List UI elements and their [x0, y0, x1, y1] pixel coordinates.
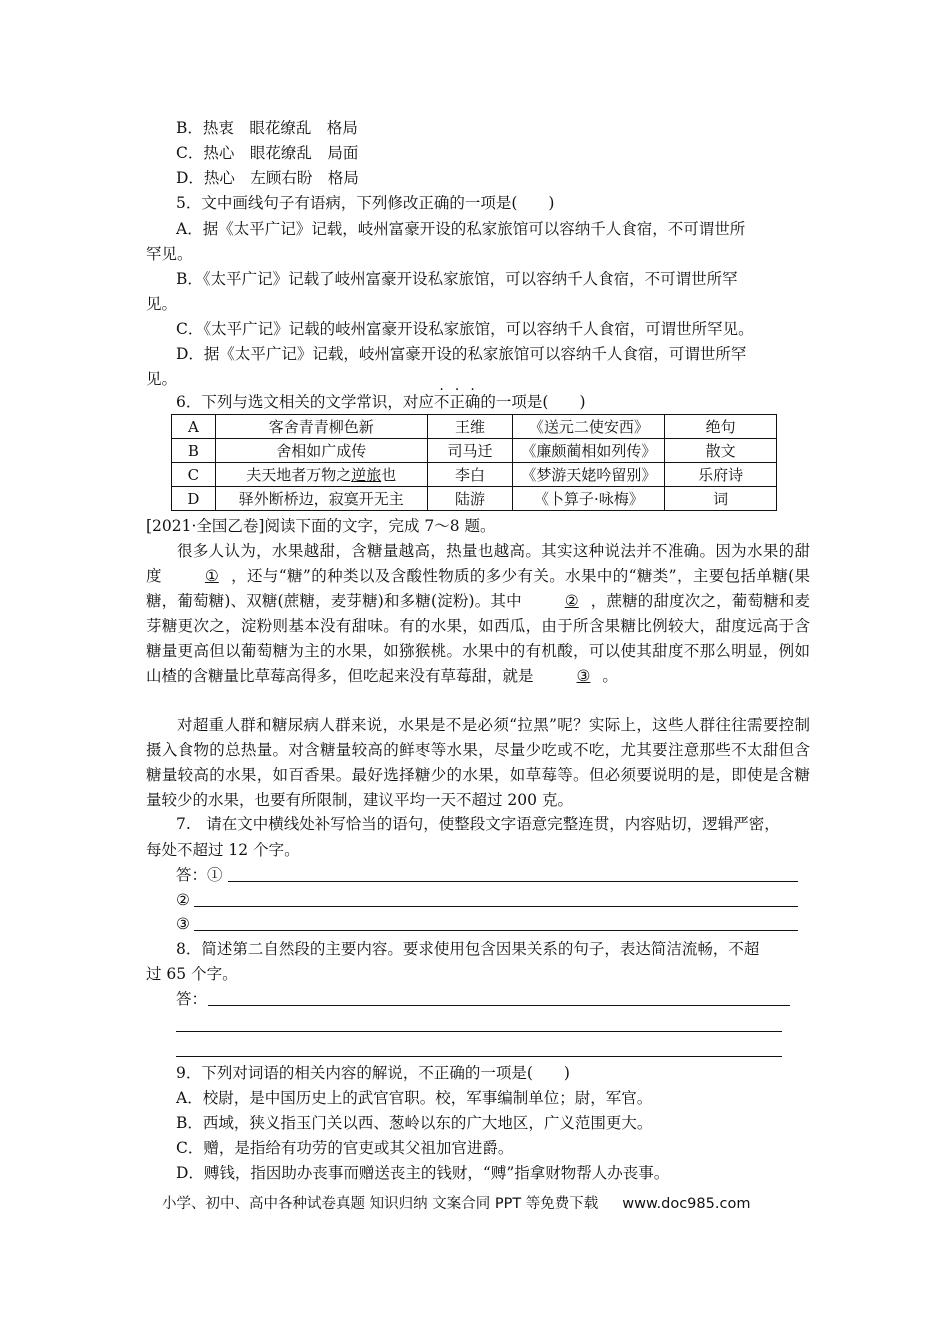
q6-stem [176, 391, 846, 413]
q8-stem-line2: 过 65 个字。 [146, 965, 238, 983]
q8-answer-label: 答： [176, 990, 208, 1008]
quote-underlined: 逆旅 [351, 466, 382, 484]
row-quote [215, 415, 427, 439]
passage-text: ，蔗糖的甜度次之，葡萄糖和麦芽糖更次之，淀粉则基本没有甜味。有的水果，如西瓜，由于所含果糖比例较大，甜度远高于含糖量更高但以葡萄糖为主的水果，如猕猴桃。水果中的有机酸，可以使其甜度不那么明显，例如山楂的含糖量比草莓高得多，但吃起来没有草莓甜，就是 [146, 592, 810, 685]
q6-stem-emphasis-3: 确 [464, 393, 481, 411]
row-author: 王维 [427, 415, 513, 439]
table-row [172, 439, 777, 463]
passage-text: ，还与“糖”的种类以及含酸性物质的多少有关。水果中的“糖类”，主要包括单糖(果糖，葡萄糖)、双糖(蔗糖，麦芽糖)和多糖(淀粉)。其中 [146, 567, 810, 610]
q5-option-b-line2: 见。 [146, 295, 178, 313]
q8-answer-line-2[interactable] [176, 1031, 782, 1032]
row-work: 《廉颇蔺相如列传》 [513, 439, 665, 463]
q7-answer-line-2[interactable] [194, 906, 798, 907]
q6-stem-post: 的一项是( ) [480, 393, 586, 411]
q5-option-b-line1: B．《太平广记》记载了岐州富豪开设私家旅馆，可以容纳千人食宿，不可谓世所罕 [176, 270, 738, 288]
footer-url-link[interactable]: www.doc985.com [622, 1196, 751, 1212]
q5-option-c: C．《太平广记》记载的岐州富豪开设私家旅馆，可以容纳千人食宿，可谓世所罕见。 [176, 320, 754, 338]
q5-option-d-line2: 见。 [146, 370, 178, 388]
literature-table [171, 414, 777, 511]
row-genre: 乐府诗 [665, 463, 777, 487]
row-work: 《卜算子·咏梅》 [513, 487, 665, 511]
row-letter: B [172, 439, 216, 463]
passage-paragraph-1 [146, 539, 810, 689]
passage-text: 。 [602, 667, 618, 685]
q7-stem-line2: 每处不超过 12 个字。 [146, 841, 300, 859]
row-letter: A [172, 415, 216, 439]
footer-text: 小学、初中、高中各种试卷真题 知识归纳 文案合同 PPT 等免费下载 [162, 1196, 599, 1212]
q5-option-a-line2: 罕见。 [146, 245, 193, 263]
blank-1: ① [204, 567, 219, 585]
table-row [172, 463, 777, 487]
q5-stem: 5．文中画线句子有语病，下列修改正确的一项是( ) [176, 194, 555, 212]
quote-text: 舍相如广成传 [276, 442, 367, 460]
q9-option-c: C．赠，是指给有功劳的官吏或其父祖加官进爵。 [176, 1139, 514, 1157]
q9-option-a: A．校尉，是中国历史上的武官官职。校，军事编制单位；尉，军官。 [176, 1089, 653, 1107]
q7-answer-line-1[interactable] [228, 881, 798, 882]
quote-text-tail: 也 [381, 466, 397, 484]
q4-option-c: C．热心 眼花缭乱 局面 [176, 144, 359, 162]
row-genre: 绝句 [665, 415, 777, 439]
q7-stem-line1: 7. 请在文中横线处补写恰当的语句，使整段文字语意完整连贯，内容贴切，逻辑严密， [176, 815, 780, 833]
quote-text: 夫天地者万物之 [246, 466, 352, 484]
table-row [172, 415, 777, 439]
page-footer [162, 1192, 750, 1213]
row-work: 《送元二使安西》 [513, 415, 665, 439]
row-author: 陆游 [427, 487, 513, 511]
row-quote [215, 463, 427, 487]
row-author: 司马迁 [427, 439, 513, 463]
q4-option-b: B．热衷 眼花缭乱 格局 [176, 119, 358, 137]
q8-stem-line1: 8．简述第二自然段的主要内容。要求使用包含因果关系的句子，表达简洁流畅，不超 [176, 940, 760, 958]
passage-text: 对超重人群和糖尿病人群来说，水果是不是必须“拉黑”呢？实际上，这些人群往往需要控制摄入食物的总热量。对含糖量较高的鲜枣等水果，尽量少吃或不吃，尤其要注意那些不太甜但含糖量较高的水果，如百香果。最好选择糖少的水果，如草莓等。但必须要说明的是，即使是含糖量较少的水果，也要有所限制，建议平均一天不超过 200 克。 [146, 716, 810, 809]
q9-stem: 9．下列对词语的相关内容的解说，不正确的一项是( ) [176, 1064, 570, 1082]
blank-3: ③ [576, 667, 591, 685]
q7-answer-label-1: 答：① [176, 866, 223, 884]
passage-text: 很多人认为，水果越甜，含糖量越高，热量也越高。其实这种说法并不准确。因为水果的甜度 [146, 542, 810, 585]
row-letter: D [172, 487, 216, 511]
passage-paragraph-2 [146, 713, 810, 813]
q9-option-d: D．赙钱，指因助办丧事而赠送丧主的钱财，“赙”指拿财物帮人办丧事。 [176, 1164, 670, 1182]
q5-option-d-line1: D．据《太平广记》记载，岐州富豪开设的私家旅馆可以容纳千人食宿，可谓世所罕 [176, 345, 747, 363]
blank-2: ② [564, 592, 579, 610]
q6-stem-pre: 6．下列与选文相关的文学常识，对应 [176, 393, 434, 411]
row-quote [215, 439, 427, 463]
row-genre: 散文 [665, 439, 777, 463]
row-quote [215, 487, 427, 511]
row-work: 《梦游天姥吟留别》 [513, 463, 665, 487]
q7-answer-label-3: ③ [176, 915, 190, 933]
q4-option-d: D．热心 左顾右盼 格局 [176, 169, 359, 187]
q7-answer-label-2: ② [176, 891, 190, 909]
passage-intro: [2021·全国乙卷]阅读下面的文字，完成 7～8 题。 [146, 517, 496, 535]
row-letter: C [172, 463, 216, 487]
table-row [172, 487, 777, 511]
q6-stem-emphasis-1: 不 [433, 393, 450, 411]
row-author: 李白 [427, 463, 513, 487]
q8-answer-line-1[interactable] [208, 1005, 790, 1006]
quote-text: 客舍青青柳色新 [268, 418, 374, 436]
row-genre: 词 [665, 487, 777, 511]
quote-text: 驿外断桥边，寂寞开无主 [238, 490, 404, 508]
q5-option-a-line1: A．据《太平广记》记载，岐州富豪开设的私家旅馆可以容纳千人食宿，不可谓世所 [176, 220, 746, 238]
q6-stem-emphasis-2: 正 [449, 393, 465, 411]
q9-option-b: B．西域，狭义指玉门关以西、葱岭以东的广大地区，广义范围更大。 [176, 1114, 653, 1132]
q8-answer-line-3[interactable] [176, 1056, 782, 1057]
q7-answer-line-3[interactable] [194, 930, 798, 931]
